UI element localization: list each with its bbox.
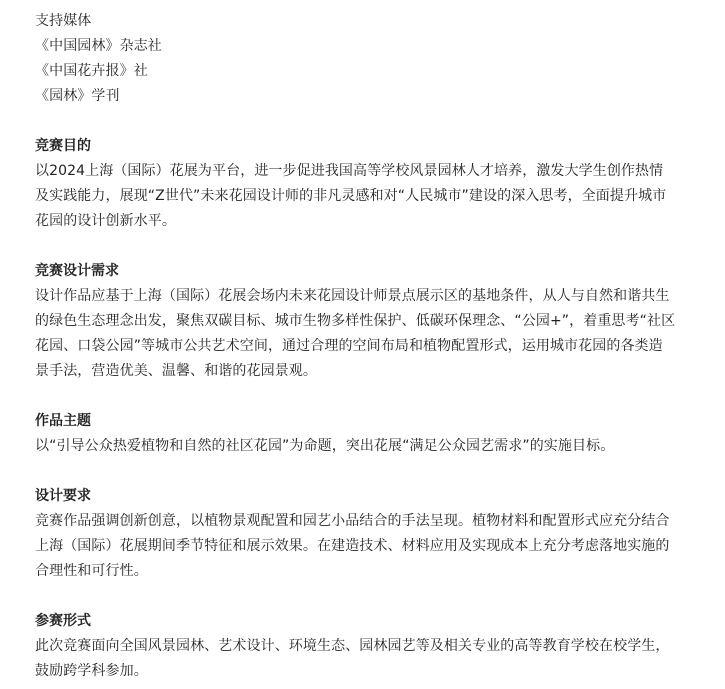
paragraph-line: 设计作品应基于上海（国际）花展会场内未来花园设计师景点展示区的基地条件，从人与自然和谐共生 [35, 288, 670, 304]
paragraph-line: 此次竞赛面向全国风景园林、艺术设计、环境生态、园林园艺等及相关专业的高等教育学校在校学生， [35, 638, 670, 654]
paragraph-line: 的绿色生态理念出发，聚焦双碳目标、城市生物多样性保护、低碳环保理念、“公园+”，着重思考“社区 [35, 313, 676, 329]
sponsor-item: 《园林》学刊 [35, 88, 120, 104]
sponsor-item: 《中国花卉报》社 [35, 63, 148, 79]
paragraph-line: 以2024上海（国际）花展为平台，进一步促进我国高等学校风景园林人才培养，激发大学生创作热情 [35, 163, 664, 179]
section-title: 设计要求 [35, 488, 91, 504]
section-title: 作品主题 [35, 413, 91, 429]
paragraph-line: 及实践能力，展现“Z世代”未来花园设计师的非凡灵感和对“人民城市”建设的深入思考，全面提升城市 [35, 188, 667, 204]
spacer [35, 384, 695, 409]
paragraph-line: 花园、口袋公园”等城市公共艺术空间，通过合理的空间布局和植物配置形式，运用城市花园的各类造 [35, 338, 663, 354]
paragraph-line: 鼓励跨学科参加。 [35, 663, 148, 679]
article-body [35, 9, 695, 684]
section-title: 参赛形式 [35, 613, 91, 629]
paragraph-line: 景手法，营造优美、温馨、和谐的花园景观。 [35, 363, 317, 379]
paragraph-line: 合理性和可行性。 [35, 563, 148, 579]
spacer [35, 109, 695, 134]
section-title: 竞赛设计需求 [35, 263, 119, 279]
section-requirements [35, 259, 695, 384]
sponsors-heading: 支持媒体 [35, 13, 92, 29]
spacer [35, 234, 695, 259]
section-theme [35, 409, 695, 459]
paragraph-line: 花园的设计创新水平。 [35, 213, 176, 229]
section-design [35, 484, 695, 584]
paragraph-line: 以“引导公众热爱植物和自然的社区花园”为命题，突出花展“满足公众园艺需求”的实施目标。 [35, 438, 615, 454]
section-title: 竞赛目的 [35, 138, 91, 154]
paragraph-line: 上海（国际）花展期间季节特征和展示效果。在建造技术、材料应用及实现成本上充分考虑落地实施的 [35, 538, 670, 554]
spacer [35, 459, 695, 484]
section-purpose [35, 134, 695, 234]
section-entry [35, 609, 695, 684]
spacer [35, 584, 695, 609]
paragraph-line: 竞赛作品强调创新创意，以植物景观配置和园艺小品结合的手法呈现。植物材料和配置形式应充分结合 [35, 513, 670, 529]
sponsor-item: 《中国园林》杂志社 [35, 38, 162, 54]
